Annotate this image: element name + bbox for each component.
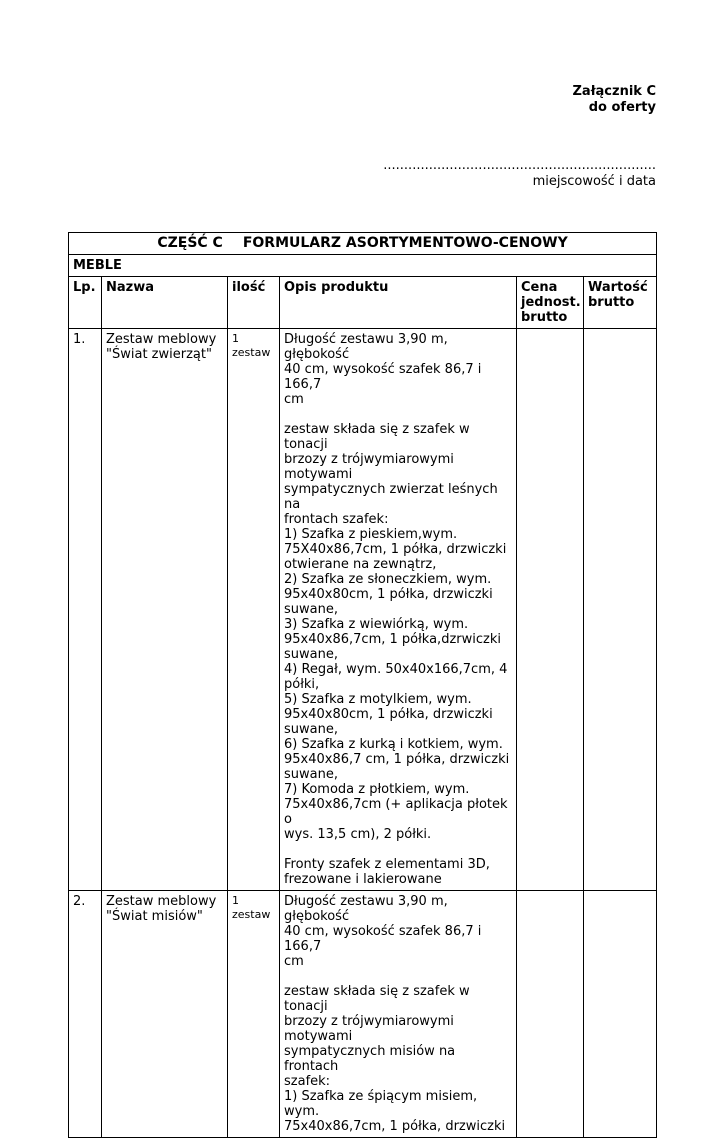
desc-line: frezowane i lakierowane: [284, 872, 442, 887]
col-header-unit-price: [517, 277, 584, 329]
desc-line: brzozy z trójwymiarowymi motywami: [284, 1014, 454, 1044]
desc-paragraph: [284, 332, 512, 407]
row-value-input[interactable]: [584, 329, 657, 891]
row-name-line-1: Zestaw meblowy: [106, 894, 217, 909]
place-date-block: [383, 158, 656, 190]
unit-price-line-3: brutto: [521, 310, 568, 325]
desc-line: suwane,: [284, 602, 338, 617]
desc-line: cm: [284, 392, 304, 407]
row-unit-price-input[interactable]: [517, 329, 584, 891]
column-header-row: [69, 277, 657, 329]
annex-line-1: Załącznik C: [572, 84, 656, 99]
form-title-cell: [69, 233, 657, 255]
place-date-label: miejscowość i data: [532, 174, 656, 189]
value-line-2: brutto: [588, 295, 635, 310]
desc-line: 95x40x80cm, 1 półka, drzwiczki: [284, 587, 493, 602]
desc-line: 75x40x86,7cm, 1 półka, drzwiczki: [284, 1119, 506, 1134]
row-qty-number: 1: [232, 332, 239, 345]
desc-line: 2) Szafka ze słoneczkiem, wym.: [284, 572, 492, 587]
row-name: [102, 329, 228, 891]
desc-paragraph: [284, 984, 512, 1134]
price-form-table: [68, 232, 657, 1138]
desc-line: zestaw składa się z szafek w tonacji: [284, 984, 470, 1014]
col-header-desc: Opis produktu: [280, 277, 517, 329]
desc-line: sympatycznych misiów na frontach: [284, 1044, 456, 1074]
desc-paragraph: [284, 422, 512, 842]
annex-line-2: do oferty: [588, 100, 656, 115]
row-qty-number: 1: [232, 894, 239, 907]
desc-line: Długość zestawu 3,90 m, głębokość: [284, 332, 448, 362]
col-header-qty: ilość: [228, 277, 280, 329]
desc-line: cm: [284, 954, 304, 969]
unit-price-line-2: jednost.: [521, 295, 581, 310]
form-title: FORMULARZ ASORTYMENTOWO-CENOWY: [242, 235, 568, 251]
desc-line: 40 cm, wysokość szafek 86,7 i 166,7: [284, 362, 482, 392]
desc-line: otwierane na zewnątrz,: [284, 557, 437, 572]
value-line-1: Wartość: [588, 280, 648, 295]
desc-line: brzozy z trójwymiarowymi motywami: [284, 452, 454, 482]
row-name-line-2: "Świat misiów": [106, 909, 203, 924]
desc-line: 1) Szafka z pieskiem,wym.: [284, 527, 458, 542]
annex-label: [573, 84, 657, 116]
section-row: [69, 255, 657, 277]
col-header-lp: Lp.: [69, 277, 102, 329]
desc-line: Długość zestawu 3,90 m, głębokość: [284, 894, 448, 924]
row-qty: [228, 329, 280, 891]
row-value-input[interactable]: [584, 891, 657, 1138]
row-description: [280, 891, 517, 1138]
table-row: [69, 329, 657, 891]
row-name: [102, 891, 228, 1138]
desc-line: 7) Komoda z płotkiem, wym.: [284, 782, 470, 797]
col-header-value: [584, 277, 657, 329]
row-unit-price-input[interactable]: [517, 891, 584, 1138]
desc-line: 95x40x80cm, 1 półka, drzwiczki: [284, 707, 493, 722]
desc-paragraph: [284, 857, 512, 887]
desc-line: 40 cm, wysokość szafek 86,7 i 166,7: [284, 924, 482, 954]
col-header-name: Nazwa: [102, 277, 228, 329]
form-part: CZĘŚĆ C: [157, 235, 223, 251]
row-lp: 1.: [69, 329, 102, 891]
table-row: [69, 891, 657, 1138]
desc-line: suwane,: [284, 767, 338, 782]
desc-line: 4) Regał, wym. 50x40x166,7cm, 4: [284, 662, 508, 677]
row-qty: [228, 891, 280, 1138]
desc-line: 1) Szafka ze śpiącym misiem, wym.: [284, 1089, 478, 1119]
desc-line: 6) Szafka z kurką i kotkiem, wym.: [284, 737, 503, 752]
desc-line: półki,: [284, 677, 320, 692]
desc-line: 75X40x86,7cm, 1 półka, drzwiczki: [284, 542, 507, 557]
unit-price-line-1: Cena: [521, 280, 558, 295]
desc-line: Fronty szafek z elementami 3D,: [284, 857, 490, 872]
row-lp: 2.: [69, 891, 102, 1138]
desc-line: suwane,: [284, 647, 338, 662]
desc-paragraph: [284, 894, 512, 969]
row-description: [280, 329, 517, 891]
desc-line: sympatycznych zwierzat leśnych na: [284, 482, 498, 512]
desc-line: wys. 13,5 cm), 2 półki.: [284, 827, 432, 842]
section-label: MEBLE: [69, 255, 657, 277]
place-date-dots: ..................................................................: [383, 158, 656, 173]
desc-line: frontach szafek:: [284, 512, 389, 527]
desc-line: szafek:: [284, 1074, 331, 1089]
desc-line: 5) Szafka z motylkiem, wym.: [284, 692, 472, 707]
desc-line: 95x40x86,7cm, 1 półka,dzrwiczki: [284, 632, 501, 647]
row-name-line-1: Zestaw meblowy: [106, 332, 217, 347]
form-title-row: [69, 233, 657, 255]
desc-line: suwane,: [284, 722, 338, 737]
desc-line: zestaw składa się z szafek w tonacji: [284, 422, 470, 452]
row-qty-unit: zestaw: [232, 908, 271, 921]
row-qty-unit: zestaw: [232, 346, 271, 359]
desc-line: 3) Szafka z wiewiórką, wym.: [284, 617, 469, 632]
desc-line: 95x40x86,7 cm, 1 półka, drzwiczki: [284, 752, 510, 767]
row-name-line-2: "Świat zwierząt": [106, 347, 212, 362]
desc-line: 75x40x86,7cm (+ aplikacja płotek o: [284, 797, 508, 827]
